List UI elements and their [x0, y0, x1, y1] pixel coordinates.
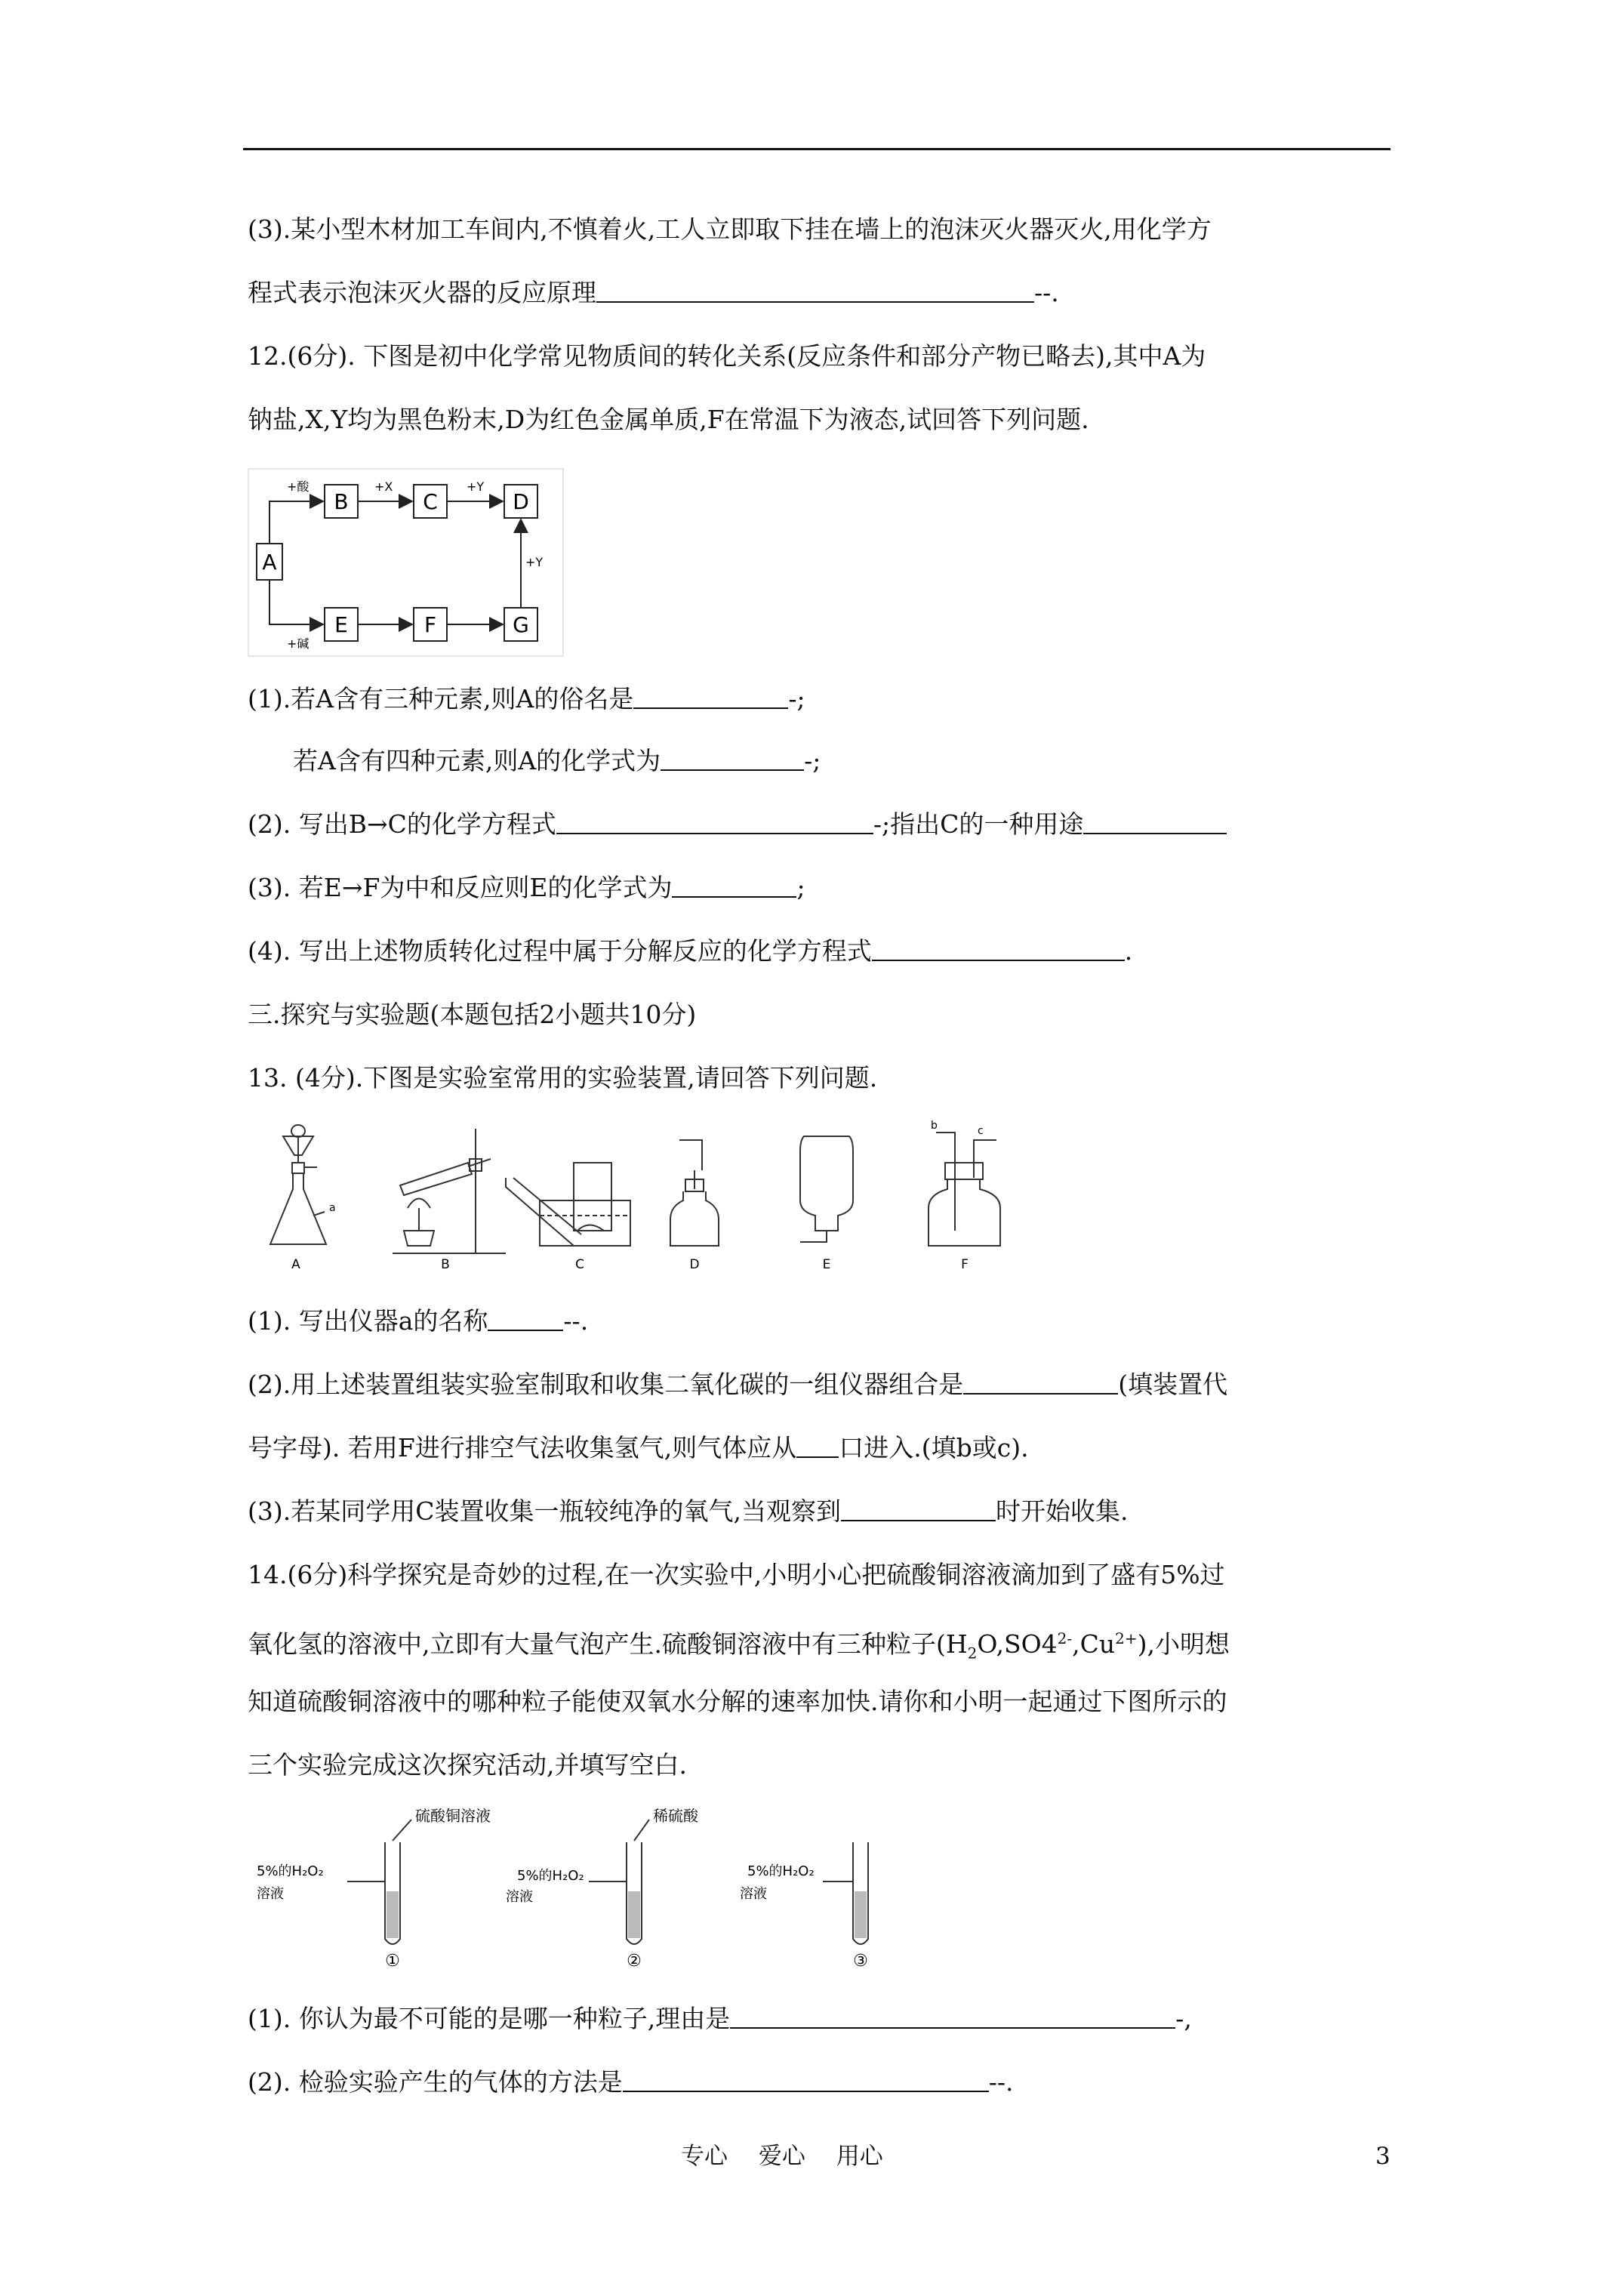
arrow-a-to-e: [269, 580, 323, 624]
tube-3-solution-label-2: 溶液: [740, 1886, 767, 1902]
apparatus-d: [670, 1140, 719, 1246]
q14-line3: 知道硫酸铜溶液中的哪种粒子能使双氧水分解的速率加快.请你和小明一起通过下图所示的: [248, 1687, 1227, 1716]
apparatus-b: [393, 1129, 506, 1253]
q13-part2-line2: [248, 1433, 1029, 1463]
text: (填装置代: [1118, 1370, 1228, 1399]
tube-2-solution-label-2: 溶液: [506, 1889, 533, 1905]
edge-label-acid: +酸: [287, 479, 310, 494]
q14-line2: [248, 1623, 1230, 1669]
q12-part1-line2: [293, 746, 821, 776]
text: (3).若某同学用C装置收集一瓶较纯净的氧气,当观察到: [248, 1496, 841, 1526]
q12-part2: [248, 809, 1227, 840]
text: ;: [796, 873, 805, 902]
q13-part1: [248, 1306, 588, 1336]
text: (2). 检验实验产生的气体的方法是: [248, 2067, 623, 2097]
text: (2). 写出B→C的化学方程式: [248, 809, 556, 839]
answer-blank[interactable]: [872, 937, 1125, 961]
text: (2).用上述装置组装实验室制取和收集二氧化碳的一组仪器组合是: [248, 1370, 964, 1399]
node-b-label: B: [334, 489, 349, 514]
q13-part3: [248, 1496, 1128, 1527]
text: --.: [988, 2067, 1014, 2097]
tube-2-reagent-label: 稀硫酸: [653, 1807, 698, 1825]
text: (3). 若E→F为中和反应则E的化学式为: [248, 873, 673, 902]
page-number: 3: [1375, 2143, 1390, 2170]
q12-part1-line1: [248, 684, 805, 714]
apparatus-a: [270, 1125, 326, 1244]
answer-blank[interactable]: [963, 1370, 1118, 1395]
q14-part2: [248, 2067, 1014, 2097]
text: (1).若A含有三种元素,则A的俗名是: [248, 684, 634, 713]
answer-blank[interactable]: [488, 1307, 563, 1331]
node-g-label: G: [513, 612, 529, 637]
section-3-heading: 三.探究与实验题(本题包括2小题共10分): [248, 1000, 697, 1029]
test-tube-experiments-figure: [249, 1804, 913, 1971]
text: --.: [563, 1306, 589, 1336]
text: -;指出C的一种用途: [873, 809, 1084, 839]
text: 若A含有四种元素,则A的化学式为: [293, 746, 661, 775]
q11-part3-line1: (3).某小型木材加工车间内,不慎着火,工人立即取下挂在墙上的泡沫灭火器灭火,用化学方: [248, 214, 1212, 244]
text: 时开始收集.: [995, 1496, 1129, 1526]
text: --.: [1034, 278, 1059, 307]
answer-blank[interactable]: [596, 279, 1034, 303]
text: -;: [804, 746, 821, 775]
apparatus-label-a: A: [291, 1257, 300, 1272]
tube-3-solution-label: 5%的H₂O₂: [747, 1863, 815, 1879]
answer-blank[interactable]: [633, 685, 788, 709]
edge-label-x: +X: [374, 479, 393, 494]
answer-blank[interactable]: [661, 747, 804, 771]
apparatus-label-b: B: [441, 1257, 450, 1272]
tube-1-number: ①: [385, 1952, 400, 1971]
tube-1-solution-label: 5%的H₂O₂: [257, 1863, 324, 1879]
answer-blank[interactable]: [672, 874, 796, 898]
text: (1). 写出仪器a的名称: [248, 1306, 488, 1336]
footer-slogan: 专心 爱心 用心: [681, 2143, 883, 2170]
text: -,: [1175, 2004, 1192, 2033]
node-c-label: C: [423, 489, 438, 514]
answer-blank[interactable]: [796, 1434, 839, 1458]
q13-part2-line1: [248, 1370, 1227, 1400]
q12-part4: [248, 936, 1132, 966]
header-rule: [243, 148, 1390, 150]
text: .: [1124, 936, 1133, 966]
port-b-mark: b: [931, 1120, 938, 1132]
q12-part3: [248, 873, 805, 903]
answer-blank[interactable]: [556, 810, 873, 834]
text: (4). 写出上述物质转化过程中属于分解反应的化学方程式: [248, 936, 872, 966]
q13-heading: 13. (4分).下图是实验室常用的实验装置,请回答下列问题.: [248, 1063, 878, 1093]
tube-1-reagent-label: 硫酸铜溶液: [415, 1807, 491, 1825]
tube-1-solution-label-2: 溶液: [257, 1886, 284, 1902]
edge-label-y-top: +Y: [467, 479, 485, 494]
q14-part1: [248, 2004, 1192, 2034]
instrument-a-mark: a: [329, 1202, 336, 1214]
text: (1). 你认为最不可能的是哪一种粒子,理由是: [248, 2004, 731, 2033]
q12-heading-line1: 12.(6分). 下图是初中化学常见物质间的转化关系(反应条件和部分产物已略去),其中A为: [248, 341, 1206, 371]
conversion-flow-diagram: [248, 468, 565, 657]
superscript: 2+: [1115, 1629, 1138, 1647]
apparatus-f: [929, 1133, 1000, 1246]
answer-blank[interactable]: [730, 2005, 1175, 2029]
apparatus-label-f: F: [961, 1257, 969, 1272]
answer-blank[interactable]: [623, 2068, 989, 2092]
edge-label-base: +碱: [287, 636, 310, 651]
apparatus-label-c: C: [575, 1257, 584, 1272]
node-e-label: E: [334, 612, 348, 637]
port-c-mark: c: [978, 1125, 984, 1137]
q11-part3-line2: [248, 278, 1059, 308]
q14-line1: 14.(6分)科学探究是奇妙的过程,在一次实验中,小明小心把硫酸铜溶液滴加到了盛有5%过: [248, 1560, 1225, 1589]
text: ,Cu: [1072, 1629, 1116, 1659]
node-d-label: D: [513, 489, 529, 514]
text: 氧化氢的溶液中,立即有大量气泡产生.硫酸铜溶液中有三种粒子(H: [248, 1629, 968, 1659]
subscript: 2: [967, 1644, 978, 1663]
edge-label-y-right: +Y: [525, 555, 544, 569]
q12-heading-line2: 钠盐,X,Y均为黑色粉末,D为红色金属单质,F在常温下为液态,试回答下列问题.: [248, 405, 1089, 434]
lab-apparatus-figure: [257, 1117, 1102, 1276]
node-a-label: A: [262, 550, 277, 575]
apparatus-e: [800, 1136, 853, 1242]
text: O,SO4: [977, 1629, 1058, 1659]
q14-line4: 三个实验完成这次探究活动,并填写空白.: [248, 1750, 687, 1780]
apparatus-c: [506, 1163, 630, 1246]
arrow-a-to-b: [269, 501, 323, 544]
text: 号字母). 若用F进行排空气法收集氢气,则气体应从: [248, 1433, 797, 1462]
answer-blank[interactable]: [841, 1497, 996, 1521]
node-f-label: F: [423, 612, 437, 637]
text: 程式表示泡沫灭火器的反应原理: [248, 278, 596, 307]
text: -;: [788, 684, 805, 713]
superscript: 2-: [1057, 1629, 1073, 1647]
tube-2-solution-label: 5%的H₂O₂: [517, 1868, 584, 1884]
tube-3-number: ③: [853, 1952, 868, 1971]
text: 口进入.(填b或c).: [839, 1433, 1029, 1462]
apparatus-label-e: E: [822, 1257, 831, 1272]
tube-2-number: ②: [627, 1952, 642, 1971]
text: ),小明想: [1137, 1629, 1230, 1659]
apparatus-label-d: D: [689, 1257, 700, 1272]
answer-blank[interactable]: [1083, 810, 1227, 834]
